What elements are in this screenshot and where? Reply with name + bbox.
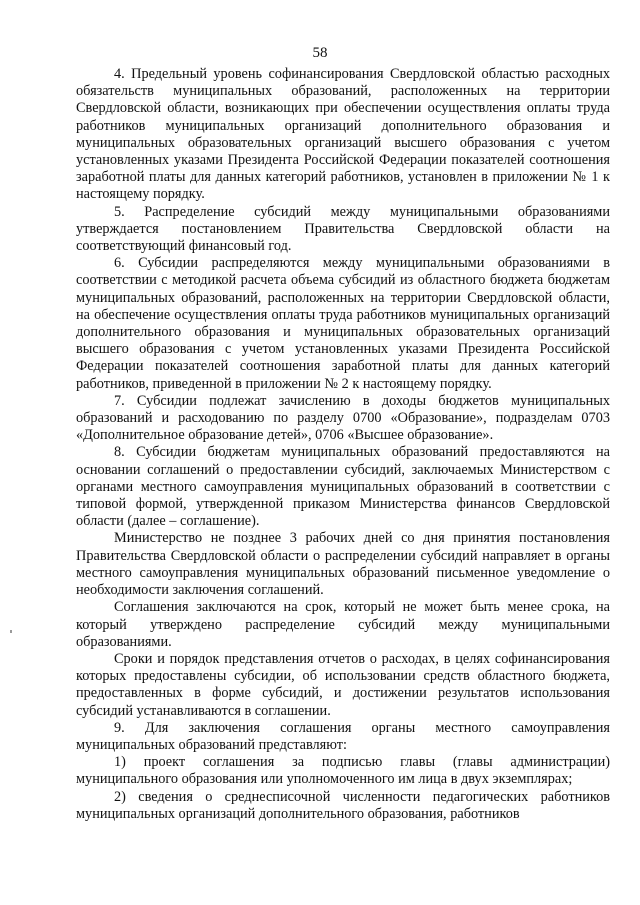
page-number: 58 [312, 45, 328, 61]
paragraph-subitem-2: 2) сведения о среднесписочной численности педагогических работников муниципальных организаций дополнительного образования, работников [76, 788, 610, 822]
paragraph-item-4: 4. Предельный уровень софинансирования Свердловской областью расходных обязательств муниципальных образований, расположенных на территории Свердловской области, возникающих при обеспечении осуществления оплаты труда работников муниципальных организаций дополнительного образования и муниципальных образовательных организаций высшего образования с учетом установленных указами Президента Российской Федерации показателей соотношения заработной платы для данных категорий работников, установлен в приложении № 1 к настоящему порядку. [76, 66, 610, 203]
paragraph-item-5: 5. Распределение субсидий между муниципальными образованиями утверждается постановлением Правительства Свердловской области на соответствующий финансовый год. [76, 203, 610, 255]
paragraph-item-9: 9. Для заключения соглашения органы местного самоуправления муниципальных образований представляют: [76, 719, 610, 753]
paragraph-notification: Министерство не позднее 3 рабочих дней со дня принятия постановления Правительства Свердловской области о распределении субсидий направляет в органы местного самоуправления муниципальных образований письменное уведомление о необходимости заключения соглашений. [76, 530, 610, 599]
paragraph-agreement-term: Соглашения заключаются на срок, который не может быть менее срока, на который утверждено распределение субсидий между муниципальными образованиями. [76, 599, 610, 650]
paragraph-item-7: 7. Субсидии подлежат зачислению в доходы бюджетов муниципальных образований и расходованию по разделу 0700 «Образование», подразделам 0703 «Дополнительное образование детей», 0706 «Высшее образование». [76, 392, 610, 444]
scan-mark [10, 630, 12, 633]
paragraph-subitem-1: 1) проект соглашения за подписью главы (главы администрации) муниципального образования или уполномоченного им лица в двух экземплярах; [76, 754, 610, 788]
paragraph-reporting: Сроки и порядок представления отчетов о расходах, в целях софинансирования которых предоставлены субсидии, об использовании средств областного бюджета, предоставленных в форме субсидий, и достижении результатов использования субсидий устанавливаются в соглашении. [76, 650, 610, 719]
document-body [76, 66, 610, 823]
paragraph-item-8: 8. Субсидии бюджетам муниципальных образований предоставляются на основании соглашений о предоставлении субсидий, заключаемых Министерством с органами местного самоуправления муниципальных образований в соответствии с типовой формой, утвержденной приказом Министерства финансов Свердловской области (далее – соглашение). [76, 444, 610, 530]
paragraph-item-6: 6. Субсидии распределяются между муниципальными образованиями в соответствии с методикой расчета объема субсидий из областного бюджета бюджетам муниципальных образований, расположенных на территории Свердловской области, на обеспечение осуществления оплаты труда работников муниципальных организаций дополнительного образования и муниципальных образовательных организаций высшего образования с учетом установленных указами Президента Российской Федерации показателей соотношения заработной платы для данных категорий работников, приведенной в приложении № 2 к настоящему порядку. [76, 255, 610, 392]
